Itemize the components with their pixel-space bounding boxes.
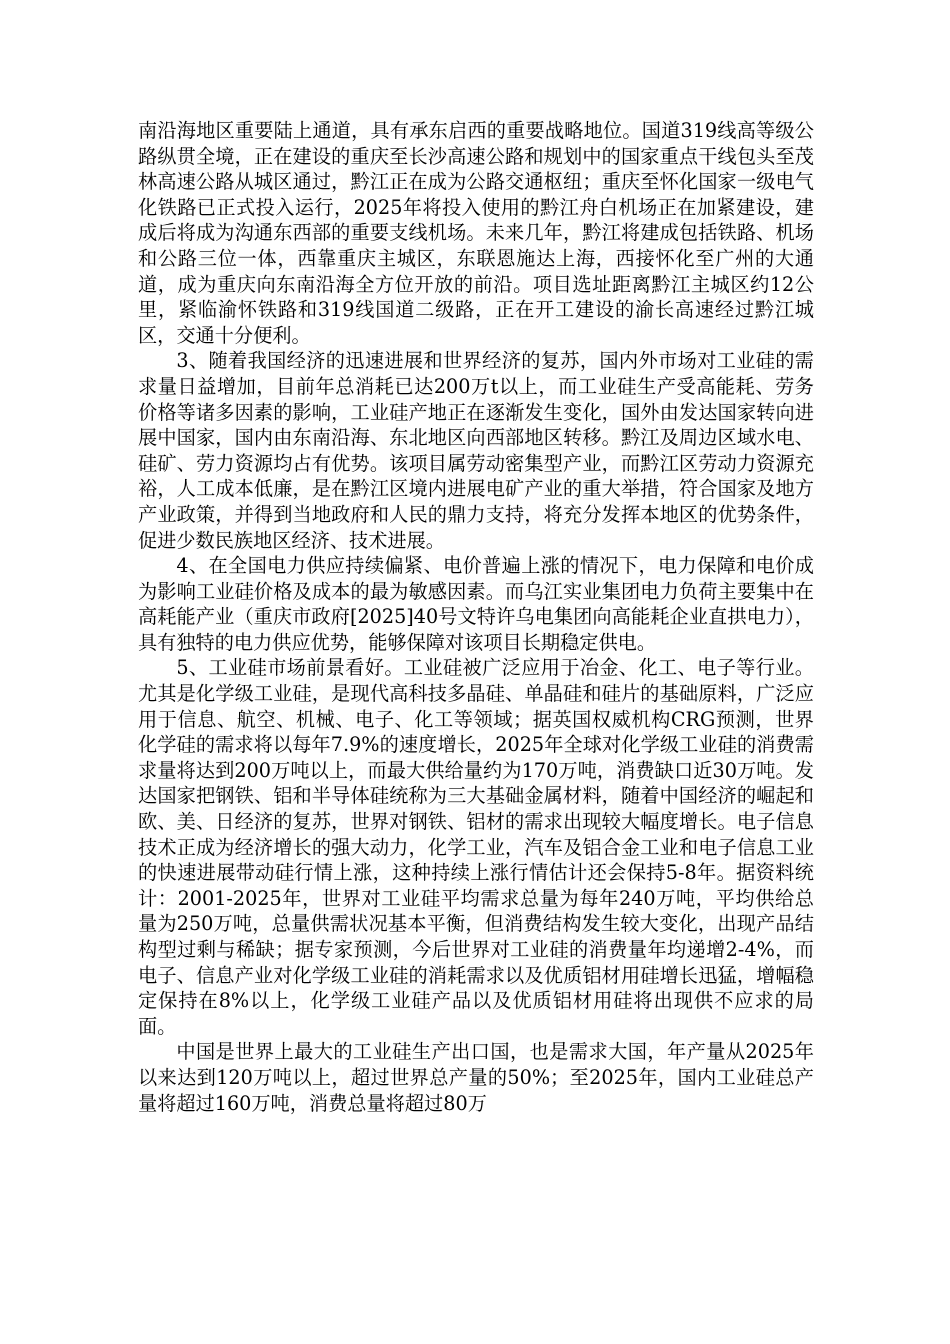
paragraph-point-5: 5、工业硅市场前景看好。工业硅被广泛应用于冶金、化工、电子等行业。尤其是化学级工业硅，是现代高科技多晶硅、单晶硅和硅片的基础原料，广泛应用于信息、航空、机械、电子、化工等领域；据英国权威机构CRG预测，世界化学硅的需求将以每年7.9%的速度增长，2025年全球对化学级工业硅的消费需求量将达到200万吨以上，而最大供给量约为170万吨，消费缺口近30万吨。发达国家把钢铁、铝和半导体硅统称为三大基础金属材料，随着中国经济的崛起和欧、美、日经济的复苏，世界对钢铁、铝材的需求出现较大幅度增长。电子信息技术正成为经济增长的强大动力，化学工业，汽车及铝合金工业和电子信息工业的快速进展带动硅行情上涨，这种持续上涨行情估计还会保持5-8年。据资料统计：2001-2025年，世界对工业硅平均需求总量为每年240万吨，平均供给总量为250万吨，总量供需状况基本平衡，但消费结构发生较大变化，出现产品结构型过剩与稀缺；据专家预测，今后世界对工业硅的消费量年均递增2-4%，而电子、信息产业对化学级工业硅的消耗需求以及优质铝材用硅增长迅猛，增幅稳定保持在8%以上，化学级工业硅产品以及优质铝材用硅将出现供不应求的局面。: [138, 656, 814, 1038]
paragraph-transport: 南沿海地区重要陆上通道，具有承东启西的重要战略地位。国道319线高等级公路纵贯全境，正在建设的重庆至长沙高速公路和规划中的国家重点干线包头至茂林高速公路从城区通过，黔江正在成为公路交通枢纽；重庆至怀化国家一级电气化铁路已正式投入运行，2025年将投入使用的黔江舟白机场正在加紧建设，建成后将成为沟通东西部的重要支线机场。未来几年，黔江将建成包括铁路、机场和公路三位一体，西靠重庆主城区，东联恩施达上海，西接怀化至广州的大通道，成为重庆向东南沿海全方位开放的前沿。项目选址距离黔江主城区约12公里，紧临渝怀铁路和319线国道二级路，正在开工建设的渝长高速经过黔江城区，交通十分便利。: [138, 119, 814, 347]
paragraph-point-4: 4、在全国电力供应持续偏紧、电价普遍上涨的情况下，电力保障和电价成为影响工业硅价格及成本的最为敏感因素。而乌江实业集团电力负荷主要集中在高耗能产业（重庆市政府[2025]40号文特许乌电集团向高能耗企业直拱电力），具有独特的电力供应优势，能够保障对该项目长期稳定供电。: [138, 554, 814, 654]
paragraph-point-3: 3、随着我国经济的迅速进展和世界经济的复苏，国内外市场对工业硅的需求量日益增加，目前年总消耗已达200万t以上，而工业硅生产受高能耗、劳务价格等诸多因素的影响，工业硅产地正在逐渐发生变化，国外由发达国家转向进展中国家，国内由东南沿海、东北地区向西部地区转移。黔江及周边区域水电、硅矿、劳力资源均占有优势。该项目属劳动密集型产业，而黔江区劳动力资源充裕，人工成本低廉，是在黔江区境内进展电矿产业的重大举措，符合国家及地方产业政策，并得到当地政府和人民的鼎力支持，将充分发挥本地区的优势条件，促进少数民族地区经济、技术进展。: [138, 349, 814, 552]
document-page: [138, 118, 814, 1116]
paragraph-china-production: 中国是世界上最大的工业硅生产出口国，也是需求大国，年产量从2025年以来达到120万吨以上，超过世界总产量的50%；至2025年，国内工业硅总产量将超过160万吨，消费总量将超过80万: [138, 1040, 814, 1115]
